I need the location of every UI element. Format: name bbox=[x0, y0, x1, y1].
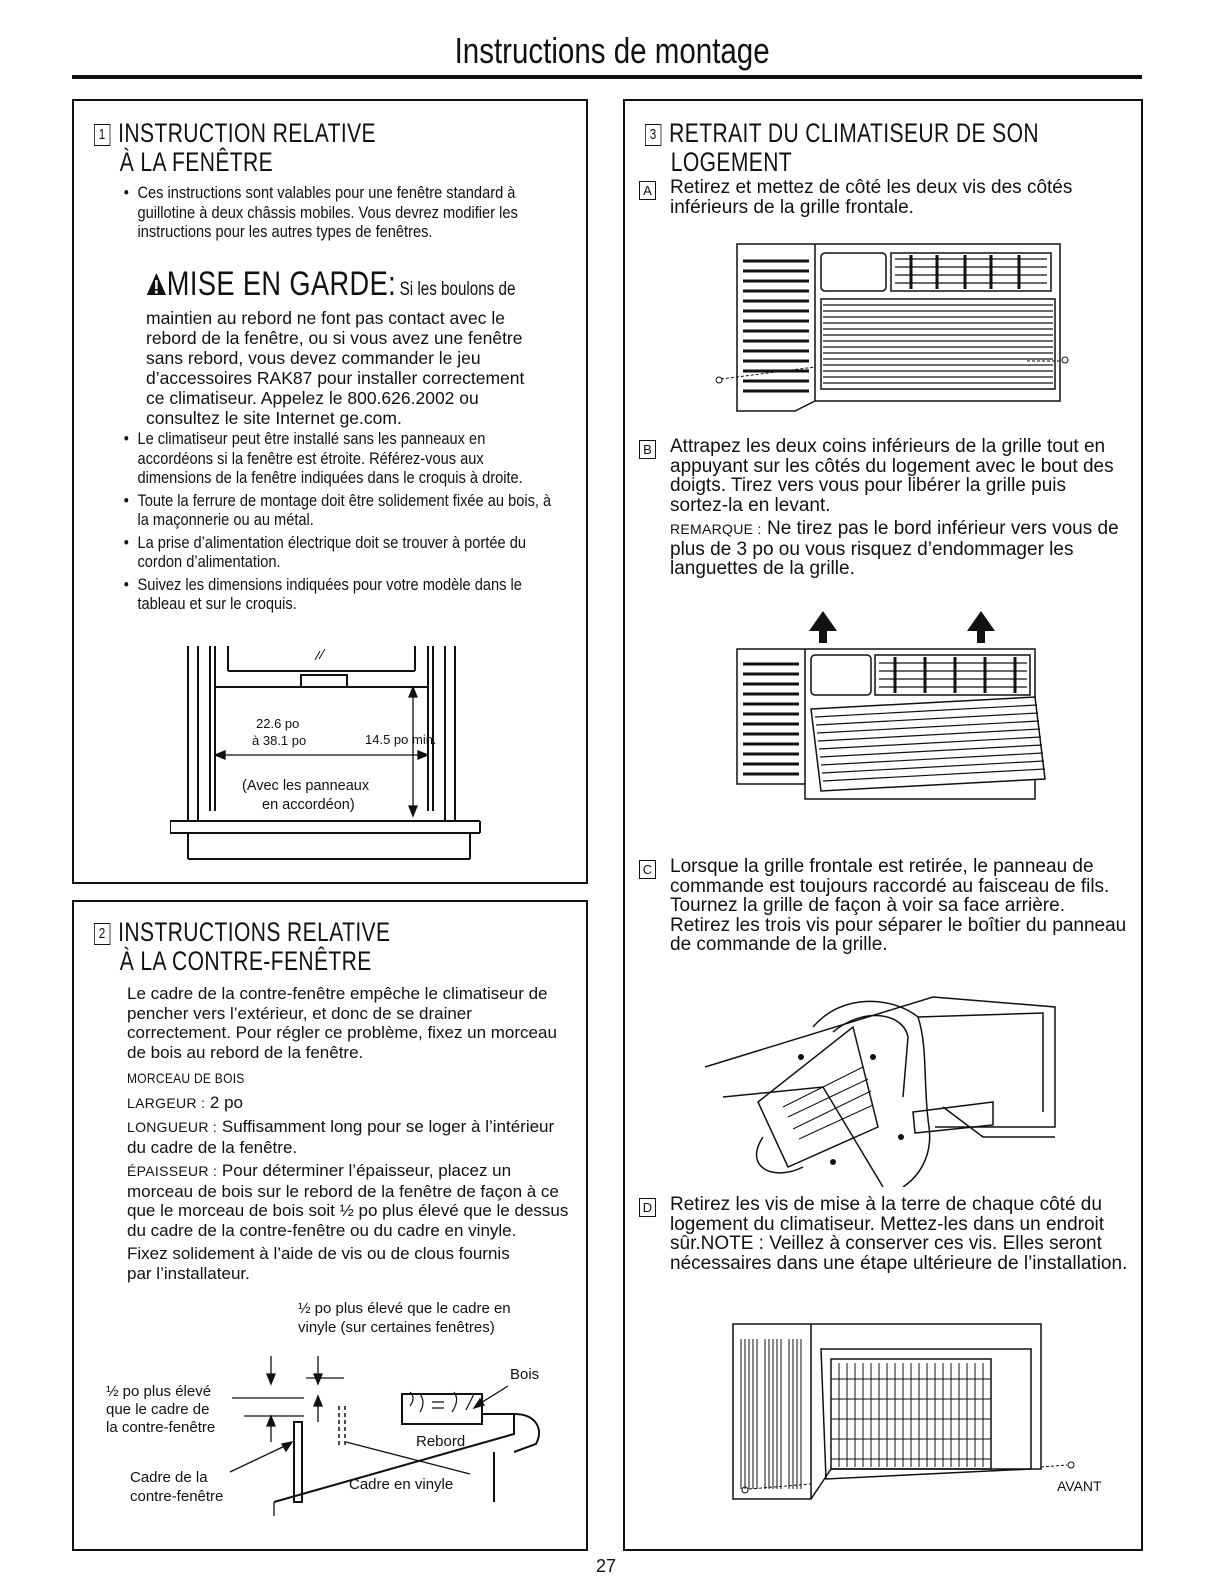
section1-bullet2: • Le climatiseur peut être installé sans les panneaux en accordéons si la fenêtre est étroite. Référez-vous aux dimensions de la fenêtre indiquées dans le croquis à droite. bbox=[122, 429, 552, 488]
section1-number: 1 bbox=[94, 124, 110, 146]
remark-label: REMARQUE : bbox=[670, 521, 762, 537]
storm-window-figure bbox=[74, 1294, 586, 1549]
section2-intro: Le cadre de la contre-fenêtre empêche le climatiseur de pencher vers l’extérieur, et donc de se drainer correctement. Pour régler ce problème, fixez un morceau de bois au rebord de la fenêtre. bbox=[127, 984, 557, 1062]
section1-heading-line2: À LA FENÊTRE bbox=[119, 147, 274, 177]
section1-bullets-2 bbox=[122, 429, 552, 617]
fig2-vinyl-frame: Cadre en vinyle bbox=[349, 1476, 454, 1493]
thickness-label: ÉPAISSEUR : bbox=[127, 1163, 218, 1179]
section3-heading-line2: LOGEMENT bbox=[670, 147, 793, 177]
step-a-letter: A bbox=[639, 181, 656, 200]
fig2-rebord: Rebord bbox=[416, 1433, 466, 1450]
fig1-note-line2: en accordéon) bbox=[262, 797, 355, 813]
section1-bullets bbox=[122, 183, 552, 245]
step-d-letter: D bbox=[639, 1198, 656, 1217]
section2-heading bbox=[94, 918, 390, 976]
fig2-cadre2: contre-fenêtre bbox=[130, 1488, 224, 1505]
wood-label: MORCEAU DE BOIS bbox=[127, 1070, 245, 1086]
ac-grille-removal-figure bbox=[735, 609, 1065, 809]
section2-heading-line1: INSTRUCTIONS RELATIVE bbox=[118, 917, 391, 947]
page-number: 27 bbox=[596, 1556, 617, 1576]
width-value: 2 po bbox=[209, 1092, 243, 1112]
fig2-storm-note2: que le cadre de bbox=[106, 1401, 210, 1418]
ac-with-grille-figure bbox=[715, 239, 1085, 414]
window-dimension-figure bbox=[170, 646, 490, 868]
step-a bbox=[639, 178, 1129, 217]
section-window-instructions bbox=[72, 99, 588, 884]
section1-bullet3: • Toute la ferrure de montage doit être solidement fixée au bois, à la maçonnerie ou au métal. bbox=[122, 491, 552, 530]
thickness-value: Pour déterminer l’épaisseur, placez un morceau de bois sur le rebord de la fenêtre de façon à ce que le morceau de bois soit ½ po plus élevé que le dessus du cadre de la contre-fenêtre ou du cadre en vinyle. bbox=[127, 1161, 569, 1240]
step-d bbox=[639, 1195, 1129, 1273]
step-d-text: Retirez les vis de mise à la terre de chaque côté du logement du climatiseur. Mettez-les dans un endroit sûr.NOTE : Veillez à conserver ces vis. Elles seront nécessaires dans une étape ultérieure de l’installation. bbox=[670, 1194, 1128, 1274]
fig1-note-line1: (Avec les panneaux bbox=[242, 778, 370, 794]
section2-number: 2 bbox=[94, 923, 110, 945]
section1-heading bbox=[94, 119, 376, 177]
section2-heading-line2: À LA CONTRE-FENÊTRE bbox=[119, 946, 372, 976]
fig1-height: 14.5 po min. bbox=[365, 732, 437, 747]
width-label: LARGEUR : bbox=[127, 1094, 206, 1111]
length-label: LONGUEUR : bbox=[127, 1119, 218, 1135]
section2-specs bbox=[127, 1069, 572, 1283]
section1-heading-line1: INSTRUCTION RELATIVE bbox=[118, 118, 377, 148]
step-c-text: Lorsque la grille frontale est retirée, le panneau de commande est toujours raccordé au faisceau de fils. Tournez la grille de façon à voir sa face arrière. Retirez les trois vis pour séparer le boîtier du panneau de commande de la grille. bbox=[670, 856, 1127, 955]
length-value: Suffisamment long pour se loger à l’intérieur du cadre de la fenêtre. bbox=[127, 1117, 555, 1157]
section3-heading bbox=[645, 119, 1039, 177]
step-b-text: Attrapez les deux coins inférieurs de la grille tout en appuyant sur les côtés du logement avec le bout des doigts. Tirez vers vous pour libérer la grille puis sortez-la en levant. bbox=[670, 436, 1114, 516]
section1-bullet1: • Ces instructions sont valables pour une fenêtre standard à guillotine à deux châssis mobiles. Vous devrez modifier les instructions pour les autres types de fenêtres. bbox=[122, 183, 552, 242]
avant-label: AVANT bbox=[1057, 1478, 1102, 1494]
fig2-vinyl-note2: vinyle (sur certaines fenêtres) bbox=[298, 1319, 495, 1336]
step-b bbox=[639, 437, 1129, 579]
fix-line1: Fixez solidement à l’aide de vis ou de clous fournis bbox=[127, 1244, 510, 1263]
caution-label: MISE EN GARDE: bbox=[166, 265, 397, 303]
page-title: Instructions de montage bbox=[454, 30, 770, 71]
step-a-text: Retirez et mettez de côté les deux vis des côtés inférieurs de la grille frontale. bbox=[670, 177, 1073, 218]
section-remove-ac bbox=[623, 99, 1143, 1551]
section3-number: 3 bbox=[645, 124, 661, 146]
caution-text: maintien au rebord ne font pas contact avec le rebord de la fenêtre, ou si vous avez une fenêtre sans rebord, vous devez commander le jeu d’accessoires RAK87 pour installer correctement ce climatiseur. Appelez le 800.626.2002 ou consultez le site Internet ge.com. bbox=[146, 308, 525, 428]
fig2-cadre1: Cadre de la bbox=[130, 1469, 208, 1486]
ac-housing-figure bbox=[731, 1319, 1111, 1509]
warning-triangle-icon bbox=[146, 272, 167, 296]
fig2-storm-note3: la contre-fenêtre bbox=[106, 1419, 216, 1436]
section1-bullet5: • Suivez les dimensions indiquées pour votre modèle dans le tableau et sur le croquis. bbox=[122, 575, 552, 614]
caution-block bbox=[146, 265, 586, 304]
fix-line2: par l’installateur. bbox=[127, 1263, 250, 1283]
step-c-letter: C bbox=[639, 860, 656, 879]
section1-bullet4: • La prise d’alimentation électrique doit se trouver à portée du cordon d’alimentation. bbox=[122, 533, 552, 572]
step-c bbox=[639, 857, 1129, 955]
control-panel-wiring-figure bbox=[703, 987, 1063, 1187]
fig1-width-line1: 22.6 po bbox=[256, 716, 300, 731]
fig2-vinyl-note1: ½ po plus élevé que le cadre en bbox=[298, 1300, 511, 1317]
caution-lead: Si les boulons de bbox=[399, 279, 516, 300]
section-storm-window-instructions bbox=[72, 900, 588, 1551]
section3-heading-line1: RETRAIT DU CLIMATISEUR DE SON bbox=[669, 118, 1039, 148]
remark-text: Ne tirez pas le bord inférieur vers vous de plus de 3 po ou vous risquez d’endommager les languettes de la grille. bbox=[670, 518, 1119, 579]
fig2-storm-note1: ½ po plus élevé bbox=[106, 1383, 212, 1400]
step-b-letter: B bbox=[639, 440, 656, 459]
fig2-bois: Bois bbox=[510, 1366, 540, 1383]
fig1-width-line2: à 38.1 po bbox=[252, 733, 307, 748]
title-rule bbox=[72, 75, 1142, 79]
